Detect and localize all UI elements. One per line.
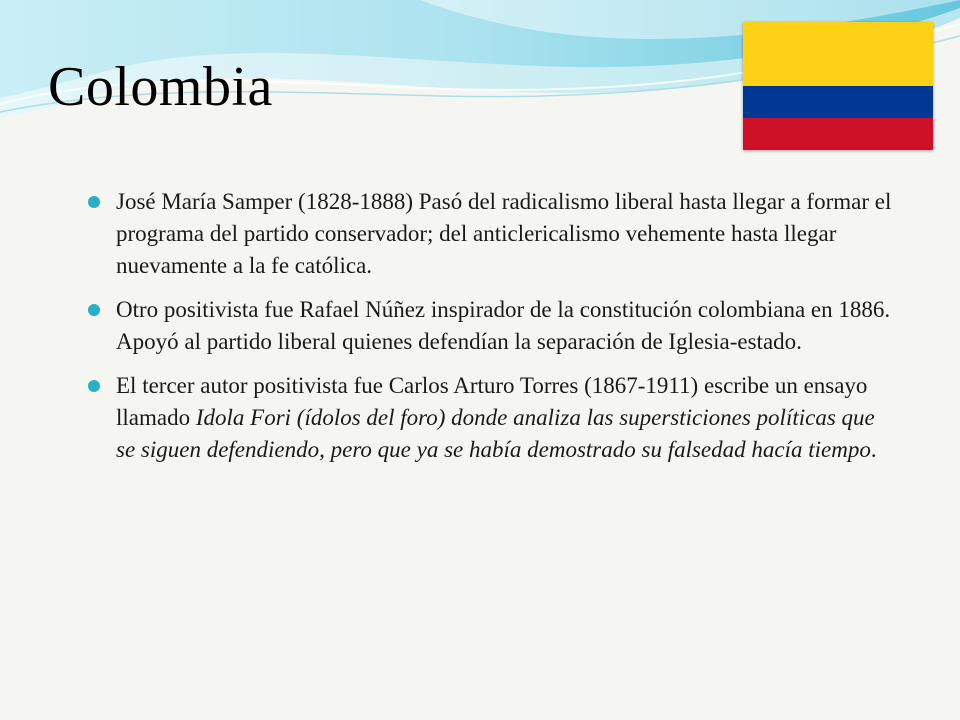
bullet-dot-icon xyxy=(88,304,100,316)
bullet-text: José María Samper (1828-1888) Pasó del radicalismo liberal hasta llegar a formar el programa del partido conservador; del anticlericalismo vehemente hasta llegar nuevamente a la fe católica. xyxy=(116,189,892,278)
bullet-dot-icon xyxy=(88,380,100,392)
bullet-text: El tercer autor positivista fue Carlos Arturo Torres (1867-1911) escribe un ensayo llamado xyxy=(116,373,868,430)
bullet-item-samper xyxy=(88,186,898,282)
colombia-flag-image xyxy=(743,22,933,150)
flag-yellow-stripe xyxy=(743,22,933,86)
bullet-text: Otro positivista fue Rafael Núñez inspirador de la constitución colombiana en 1886. Apoyó al partido liberal quienes defendían la separación de Iglesia-estado. xyxy=(116,297,891,354)
bullet-list xyxy=(88,186,898,478)
bullet-item-torres xyxy=(88,370,898,466)
slide-title: Colombia xyxy=(48,56,273,118)
bullet-item-nunez xyxy=(88,294,898,358)
flag-blue-stripe xyxy=(743,86,933,118)
bullet-italic-text: Idola Fori (ídolos del foro) donde analiza las supersticiones políticas que se siguen defendiendo, pero que ya se había demostrado su falsedad hacía tiempo xyxy=(116,405,875,462)
bullet-end-text: . xyxy=(870,437,877,462)
bullet-dot-icon xyxy=(88,196,100,208)
flag-red-stripe xyxy=(743,118,933,150)
